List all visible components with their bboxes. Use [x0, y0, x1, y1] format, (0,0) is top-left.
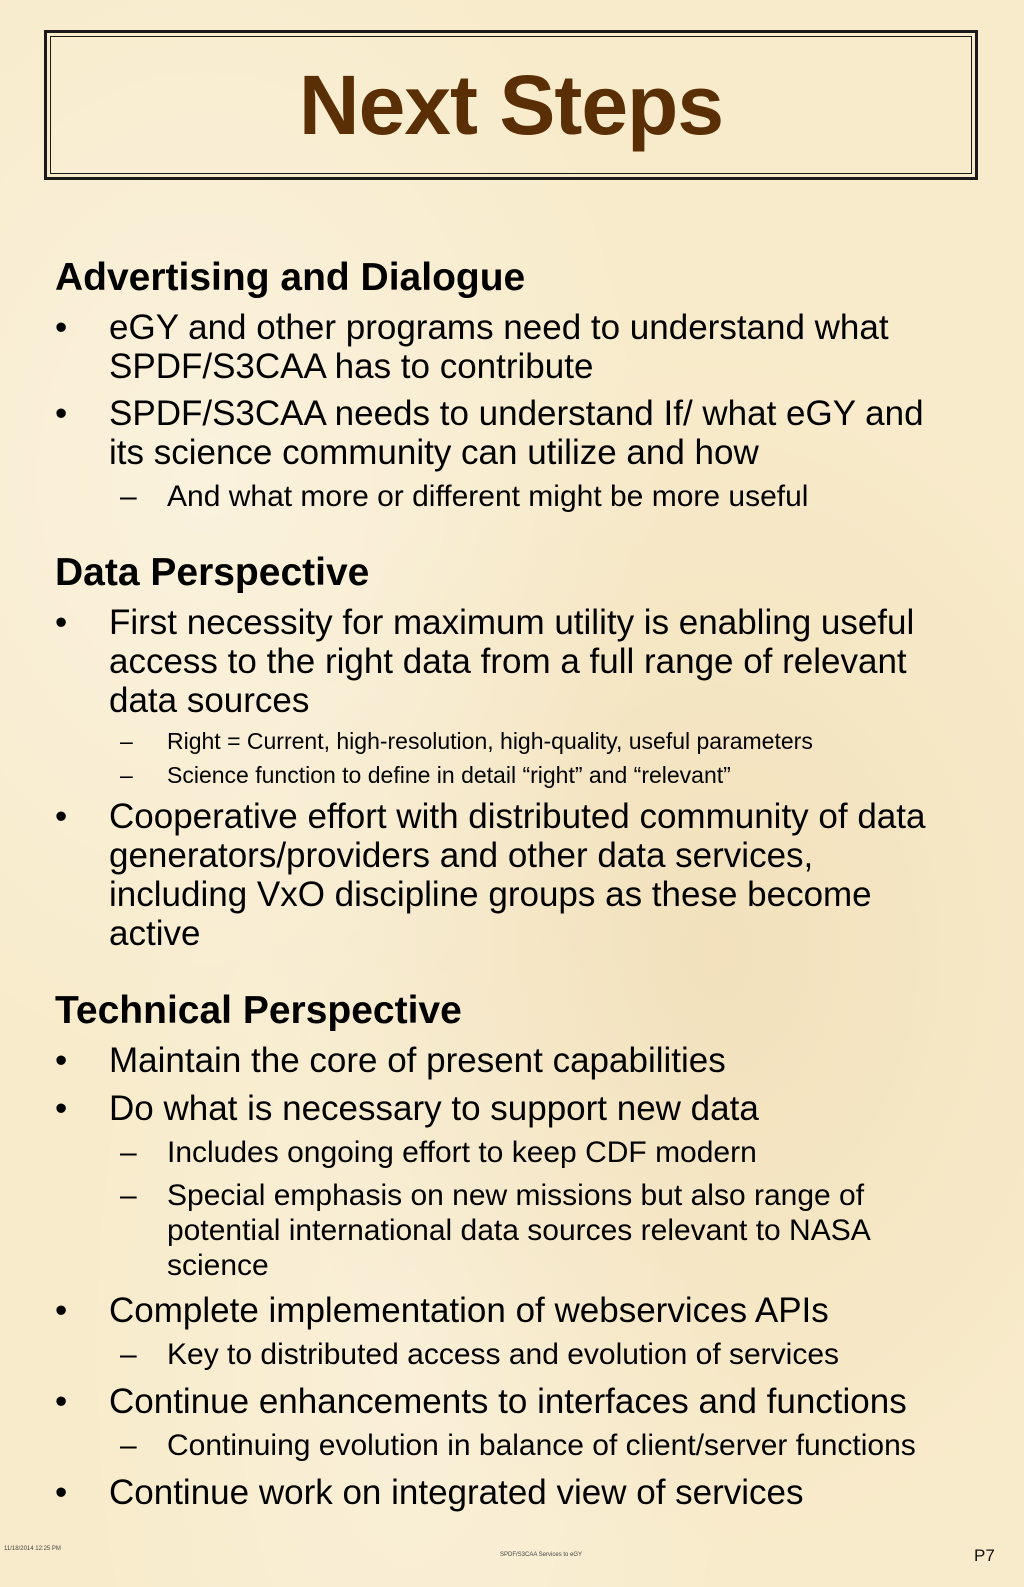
bullet-text: Cooperative effort with distributed community of data generators/providers and other data services, including VxO discipline groups as these become active: [109, 797, 926, 953]
sub-bullet-text: Special emphasis on new missions but also range of potential international data sources relevant to NASA science: [167, 1179, 871, 1282]
dash-icon: –: [120, 1338, 137, 1371]
bullet-icon: •: [55, 394, 68, 433]
dash-icon: –: [120, 480, 137, 513]
bullet-icon: •: [55, 1291, 68, 1330]
footer-date: 11/18/2014 12:25 PM: [4, 1546, 61, 1552]
bullet-text: Maintain the core of present capabilities: [109, 1041, 726, 1080]
section-heading-technical: Technical Perspective: [55, 989, 462, 1032]
bullet-icon: •: [55, 603, 68, 642]
bullet-icon: •: [55, 1041, 68, 1080]
section-heading-advertising: Advertising and Dialogue: [55, 256, 526, 299]
sub-bullet-text: Science function to define in detail “right” and “relevant”: [167, 762, 731, 788]
dash-icon: –: [120, 762, 133, 788]
bullet-text: First necessity for maximum utility is enabling useful access to the right data from a full range of relevant data sources: [109, 603, 915, 720]
sub-bullet-text: Right = Current, high-resolution, high-quality, useful parameters: [167, 728, 813, 754]
bullet-text: Complete implementation of webservices APIs: [109, 1291, 829, 1330]
page-number: P7: [974, 1546, 995, 1565]
bullet-icon: •: [55, 797, 68, 836]
bullet-text: SPDF/S3CAA needs to understand If/ what eGY and its science community can utilize and how: [109, 394, 924, 472]
bullet-icon: •: [55, 1089, 68, 1128]
dash-icon: –: [120, 1429, 137, 1462]
sub-bullet-text: Key to distributed access and evolution of services: [167, 1338, 840, 1371]
title-box: [44, 30, 978, 180]
page-title: Next Steps: [298, 58, 724, 152]
section-heading-data: Data Perspective: [55, 551, 370, 594]
dash-icon: –: [120, 1179, 137, 1212]
bullet-text: Continue work on integrated view of services: [109, 1473, 804, 1512]
sub-bullet-text: Continuing evolution in balance of client/server functions: [167, 1429, 916, 1462]
sub-bullet-text: Includes ongoing effort to keep CDF modern: [167, 1136, 757, 1169]
bullet-icon: •: [55, 1473, 68, 1512]
bullet-text: Continue enhancements to interfaces and functions: [109, 1382, 907, 1421]
dash-icon: –: [120, 728, 133, 754]
bullet-icon: •: [55, 1382, 68, 1421]
dash-icon: –: [120, 1136, 137, 1169]
bullet-icon: •: [55, 308, 68, 347]
bullet-text: Do what is necessary to support new data: [109, 1089, 759, 1128]
bullet-text: eGY and other programs need to understand what SPDF/S3CAA has to contribute: [109, 308, 889, 386]
footer-center-text: SPDF/S3CAA Services to eGY: [500, 1552, 583, 1558]
sub-bullet-text: And what more or different might be more useful: [167, 480, 809, 513]
